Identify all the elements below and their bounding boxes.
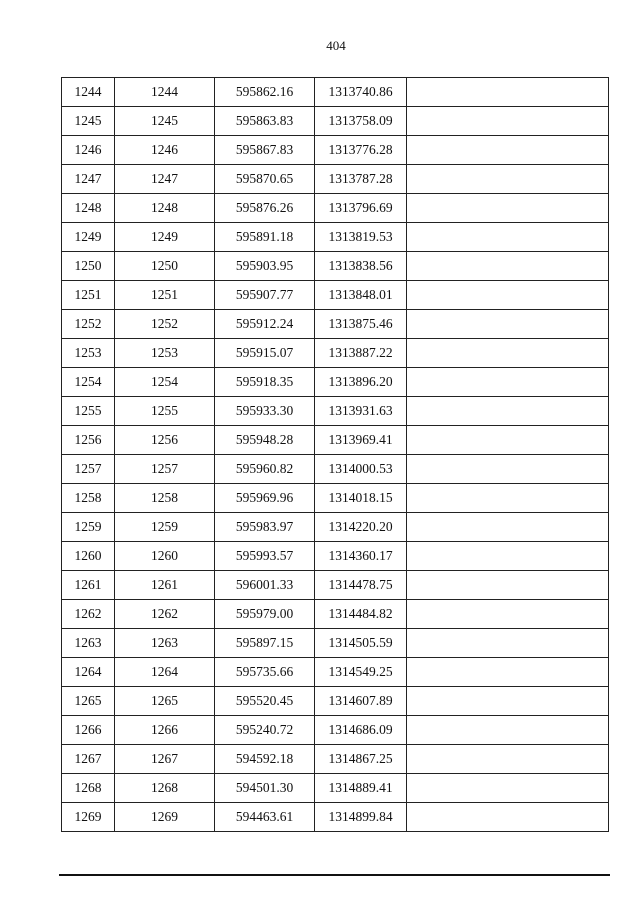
note-cell (407, 542, 609, 571)
point-id-cell: 1262 (115, 600, 215, 629)
table-row (62, 368, 609, 397)
point-id-cell: 1261 (115, 571, 215, 600)
note-cell (407, 136, 609, 165)
table-row (62, 484, 609, 513)
note-cell (407, 745, 609, 774)
x-coordinate-cell: 594592.18 (215, 745, 315, 774)
row-number-cell: 1257 (62, 455, 115, 484)
point-id-cell: 1259 (115, 513, 215, 542)
table-row (62, 542, 609, 571)
row-number-cell: 1258 (62, 484, 115, 513)
row-number-cell: 1266 (62, 716, 115, 745)
y-coordinate-cell: 1314000.53 (315, 455, 407, 484)
table-row (62, 774, 609, 803)
y-coordinate-cell: 1313969.41 (315, 426, 407, 455)
table-row (62, 78, 609, 107)
y-coordinate-cell: 1314686.09 (315, 716, 407, 745)
note-cell (407, 455, 609, 484)
y-coordinate-cell: 1314607.89 (315, 687, 407, 716)
y-coordinate-cell: 1313887.22 (315, 339, 407, 368)
x-coordinate-cell: 595897.15 (215, 629, 315, 658)
row-number-cell: 1250 (62, 252, 115, 281)
row-number-cell: 1253 (62, 339, 115, 368)
point-id-cell: 1253 (115, 339, 215, 368)
y-coordinate-cell: 1313896.20 (315, 368, 407, 397)
y-coordinate-cell: 1313787.28 (315, 165, 407, 194)
note-cell (407, 426, 609, 455)
table-row (62, 571, 609, 600)
point-id-cell: 1260 (115, 542, 215, 571)
point-id-cell: 1246 (115, 136, 215, 165)
y-coordinate-cell: 1313819.53 (315, 223, 407, 252)
table-row (62, 339, 609, 368)
y-coordinate-cell: 1313875.46 (315, 310, 407, 339)
x-coordinate-cell: 595863.83 (215, 107, 315, 136)
point-id-cell: 1264 (115, 658, 215, 687)
point-id-cell: 1247 (115, 165, 215, 194)
x-coordinate-cell: 595240.72 (215, 716, 315, 745)
point-id-cell: 1250 (115, 252, 215, 281)
note-cell (407, 600, 609, 629)
table-row (62, 194, 609, 223)
y-coordinate-cell: 1314220.20 (315, 513, 407, 542)
table-row (62, 165, 609, 194)
y-coordinate-cell: 1313931.63 (315, 397, 407, 426)
point-id-cell: 1263 (115, 629, 215, 658)
point-id-cell: 1244 (115, 78, 215, 107)
x-coordinate-cell: 595907.77 (215, 281, 315, 310)
row-number-cell: 1269 (62, 803, 115, 832)
point-id-cell: 1254 (115, 368, 215, 397)
point-id-cell: 1249 (115, 223, 215, 252)
row-number-cell: 1245 (62, 107, 115, 136)
table-row (62, 513, 609, 542)
table-row (62, 455, 609, 484)
y-coordinate-cell: 1313758.09 (315, 107, 407, 136)
row-number-cell: 1249 (62, 223, 115, 252)
y-coordinate-cell: 1314484.82 (315, 600, 407, 629)
y-coordinate-cell: 1314018.15 (315, 484, 407, 513)
x-coordinate-cell: 595870.65 (215, 165, 315, 194)
table-row (62, 803, 609, 832)
row-number-cell: 1265 (62, 687, 115, 716)
row-number-cell: 1263 (62, 629, 115, 658)
note-cell (407, 513, 609, 542)
point-id-cell: 1251 (115, 281, 215, 310)
note-cell (407, 165, 609, 194)
x-coordinate-cell: 594501.30 (215, 774, 315, 803)
point-id-cell: 1256 (115, 426, 215, 455)
x-coordinate-cell: 596001.33 (215, 571, 315, 600)
note-cell (407, 368, 609, 397)
note-cell (407, 107, 609, 136)
x-coordinate-cell: 595876.26 (215, 194, 315, 223)
point-id-cell: 1255 (115, 397, 215, 426)
x-coordinate-cell: 595918.35 (215, 368, 315, 397)
row-number-cell: 1264 (62, 658, 115, 687)
table-row (62, 252, 609, 281)
table-row (62, 223, 609, 252)
row-number-cell: 1246 (62, 136, 115, 165)
row-number-cell: 1260 (62, 542, 115, 571)
note-cell (407, 397, 609, 426)
note-cell (407, 78, 609, 107)
y-coordinate-cell: 1313776.28 (315, 136, 407, 165)
x-coordinate-cell: 595867.83 (215, 136, 315, 165)
y-coordinate-cell: 1313796.69 (315, 194, 407, 223)
x-coordinate-cell: 595960.82 (215, 455, 315, 484)
note-cell (407, 716, 609, 745)
y-coordinate-cell: 1314478.75 (315, 571, 407, 600)
note-cell (407, 484, 609, 513)
note-cell (407, 658, 609, 687)
row-number-cell: 1254 (62, 368, 115, 397)
note-cell (407, 687, 609, 716)
row-number-cell: 1248 (62, 194, 115, 223)
point-id-cell: 1265 (115, 687, 215, 716)
x-coordinate-cell: 595520.45 (215, 687, 315, 716)
point-id-cell: 1267 (115, 745, 215, 774)
page-number: 404 (326, 38, 346, 53)
table-row (62, 310, 609, 339)
row-number-cell: 1261 (62, 571, 115, 600)
y-coordinate-cell: 1314549.25 (315, 658, 407, 687)
note-cell (407, 281, 609, 310)
point-id-cell: 1269 (115, 803, 215, 832)
y-coordinate-cell: 1313848.01 (315, 281, 407, 310)
table-row (62, 716, 609, 745)
note-cell (407, 194, 609, 223)
note-cell (407, 629, 609, 658)
y-coordinate-cell: 1314360.17 (315, 542, 407, 571)
x-coordinate-cell: 595979.00 (215, 600, 315, 629)
row-number-cell: 1256 (62, 426, 115, 455)
row-number-cell: 1262 (62, 600, 115, 629)
y-coordinate-cell: 1313740.86 (315, 78, 407, 107)
x-coordinate-cell: 594463.61 (215, 803, 315, 832)
point-id-cell: 1258 (115, 484, 215, 513)
point-id-cell: 1248 (115, 194, 215, 223)
x-coordinate-cell: 595948.28 (215, 426, 315, 455)
coordinate-table (61, 77, 609, 832)
row-number-cell: 1244 (62, 78, 115, 107)
table-row (62, 281, 609, 310)
table-row (62, 658, 609, 687)
row-number-cell: 1252 (62, 310, 115, 339)
note-cell (407, 339, 609, 368)
row-number-cell: 1267 (62, 745, 115, 774)
note-cell (407, 774, 609, 803)
row-number-cell: 1259 (62, 513, 115, 542)
table-row (62, 600, 609, 629)
x-coordinate-cell: 595983.97 (215, 513, 315, 542)
y-coordinate-cell: 1314505.59 (315, 629, 407, 658)
y-coordinate-cell: 1314867.25 (315, 745, 407, 774)
note-cell (407, 571, 609, 600)
point-id-cell: 1257 (115, 455, 215, 484)
y-coordinate-cell: 1314899.84 (315, 803, 407, 832)
x-coordinate-cell: 595912.24 (215, 310, 315, 339)
row-number-cell: 1268 (62, 774, 115, 803)
table-row (62, 136, 609, 165)
x-coordinate-cell: 595891.18 (215, 223, 315, 252)
x-coordinate-cell: 595862.16 (215, 78, 315, 107)
point-id-cell: 1268 (115, 774, 215, 803)
x-coordinate-cell: 595933.30 (215, 397, 315, 426)
table-row (62, 426, 609, 455)
coordinate-table-body (62, 78, 609, 832)
table-row (62, 397, 609, 426)
x-coordinate-cell: 595903.95 (215, 252, 315, 281)
table-row (62, 745, 609, 774)
note-cell (407, 223, 609, 252)
x-coordinate-cell: 595915.07 (215, 339, 315, 368)
note-cell (407, 803, 609, 832)
note-cell (407, 252, 609, 281)
row-number-cell: 1251 (62, 281, 115, 310)
table-row (62, 629, 609, 658)
row-number-cell: 1255 (62, 397, 115, 426)
footer-rule (59, 874, 610, 876)
point-id-cell: 1266 (115, 716, 215, 745)
point-id-cell: 1245 (115, 107, 215, 136)
note-cell (407, 310, 609, 339)
table-row (62, 687, 609, 716)
row-number-cell: 1247 (62, 165, 115, 194)
point-id-cell: 1252 (115, 310, 215, 339)
table-row (62, 107, 609, 136)
x-coordinate-cell: 595993.57 (215, 542, 315, 571)
x-coordinate-cell: 595735.66 (215, 658, 315, 687)
y-coordinate-cell: 1314889.41 (315, 774, 407, 803)
y-coordinate-cell: 1313838.56 (315, 252, 407, 281)
x-coordinate-cell: 595969.96 (215, 484, 315, 513)
